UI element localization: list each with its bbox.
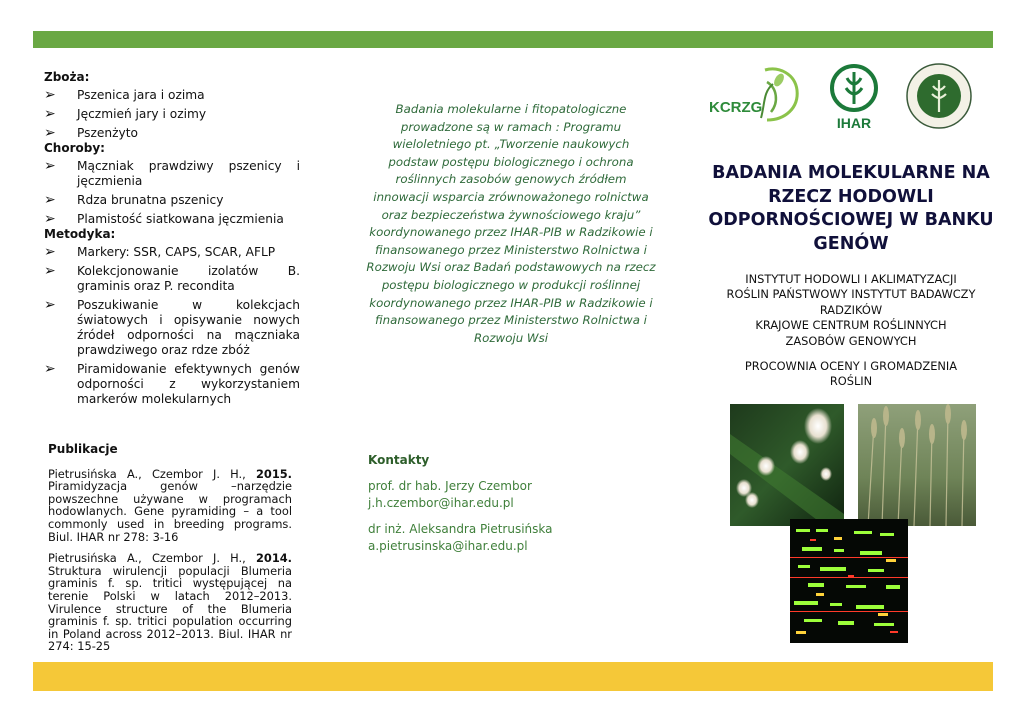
arrow-bullet-icon: ➢ xyxy=(44,361,56,377)
arrow-bullet-icon: ➢ xyxy=(44,244,56,260)
arrow-bullet-icon: ➢ xyxy=(44,125,56,141)
arrow-bullet-icon: ➢ xyxy=(44,192,56,208)
kcrzg-logo xyxy=(709,69,797,120)
contacts-section xyxy=(368,452,658,564)
mildew-leaf-photo xyxy=(730,404,844,526)
list-item: ➢ Pszenżyto xyxy=(44,125,138,141)
arrow-bullet-icon: ➢ xyxy=(44,87,56,103)
logos-row xyxy=(707,62,977,134)
arrow-bullet-icon: ➢ xyxy=(44,297,56,313)
publications-title: Publikacje xyxy=(48,442,118,456)
contact-entry xyxy=(368,478,658,512)
wheat-field-photo xyxy=(858,404,976,526)
ministry-seal-logo xyxy=(907,64,971,128)
brochure-title: BADANIA MOLEKULARNE NA RZECZ HODOWLI ODPORNOŚCIOWEJ W BANKU GENÓW xyxy=(708,163,994,254)
list-item: ➢ Rdza brunatna pszenicy xyxy=(44,192,224,208)
publication-entry: Pietrusińska A., Czembor J. H., 2015. Piramidyzacja genów –narzędzie powszechne używane w programach hodowlanych. Gene pyramiding – a tool commonly used in breeding programs. Biul. IHAR nr 278: 3-16 xyxy=(48,466,292,544)
list-item: ➢ Kolekcjonowanie izolatów B. graminis oraz P. recondita xyxy=(44,263,300,293)
section-title-cereals: Zboża: xyxy=(44,70,90,84)
list-item: ➢ Plamistość siatkowana jęczmienia xyxy=(44,211,284,227)
publications xyxy=(48,443,292,662)
program-description: Badania molekularne i fitopatologiczne prowadzone są w ramach : Programu wieloletniego pt. „Tworzenie naukowych podstaw postępu biologicznego i ochrona roślinnych zasobów genowych źródłem innowacji wsparcia zrównoważonego rolnictwa oraz bezpieczeństwa żywnościowego kraju” koordynowanego przez IHAR-PIB w Radzikowie i finansowanego przez Ministerstwo Rolnictwa i Rozwoju Wsi oraz Badań podstawowych na rzecz postępu biologicznego w produkcji roślinnej koordynowanego przez IHAR-PIB w Radzikowie i finansowanego przez Ministerstwo Rolnictwa i Rozwoju Wsi xyxy=(366,102,656,345)
contact-email-link[interactable]: a.pietrusinska@ihar.edu.pl xyxy=(368,539,528,553)
contact-email-link[interactable]: j.h.czembor@ihar.edu.pl xyxy=(368,496,514,510)
bottom-yellow-band xyxy=(33,662,993,691)
institute-info: INSTYTUT HODOWLI I AKLIMATYZACJI ROŚLIN PAŃSTWOWY INSTYTUT BADAWCZY RADZIKÓW KRAJOWE CENTRUM ROŚLINNYCH ZASOBÓW GENOWYCH PROCOWNIA OCENY I GROMADZENIA ROŚLIN xyxy=(726,272,976,389)
arrow-bullet-icon: ➢ xyxy=(44,106,56,122)
top-green-band xyxy=(33,31,993,48)
arrow-bullet-icon: ➢ xyxy=(44,158,56,174)
section-title-diseases: Choroby: xyxy=(44,141,105,155)
list-item: ➢ Poszukiwanie w kolekcjach światowych i opisywanie nowych źródeł odporności na mączniaka prawdziwego oraz rdze zbóż xyxy=(44,297,300,357)
list-item: ➢ Piramidowanie efektywnych genów odporności z wykorzystaniem markerów molekularnych xyxy=(44,361,300,406)
left-column xyxy=(44,70,300,411)
svg-text:IHAR: IHAR xyxy=(836,115,872,131)
publication-entry: Pietrusińska A., Czembor J. H., 2014. Struktura wirulencji populacji Blumeria graminis f. sp. tritici występującej na terenie Polski w latach 2012–2013. Virulence structure of the Blumeria graminis f. sp. tritici population occurring in Poland across 2012–2013. Biul. IHAR nr 274: 15-25 xyxy=(48,551,292,654)
arrow-bullet-icon: ➢ xyxy=(44,263,56,279)
molecular-marker-gel-photo xyxy=(790,519,908,643)
contact-name: dr inż. Aleksandra Pietrusińska xyxy=(368,522,553,536)
contact-entry xyxy=(368,521,658,555)
list-item: ➢ Markery: SSR, CAPS, SCAR, AFLP xyxy=(44,244,276,260)
contacts-title: Kontakty xyxy=(368,453,430,467)
ihar-logo xyxy=(832,66,876,131)
contact-name: prof. dr hab. Jerzy Czembor xyxy=(368,479,532,493)
svg-text:KCRZG: KCRZG xyxy=(709,99,763,116)
list-item: ➢ Jęczmień jary i ozimy xyxy=(44,106,207,122)
section-title-methodology: Metodyka: xyxy=(44,227,116,241)
arrow-bullet-icon: ➢ xyxy=(44,211,56,227)
list-item: ➢ Mączniak prawdziwy pszenicy i jęczmienia xyxy=(44,158,300,188)
list-item: ➢ Pszenica jara i ozima xyxy=(44,87,205,103)
